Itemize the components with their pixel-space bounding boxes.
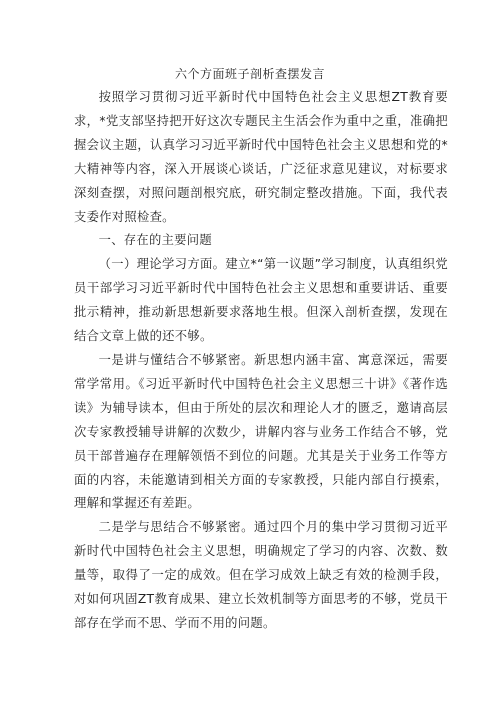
point-one-paragraph: 一是讲与懂结合不够紧密。新思想内涵丰富、寓意深远，需要常学常用。《习近平新时代中国特色社会主义思想三十讲》《著作选读》为辅导读本，但由于所处的层次和理论人才的匮乏，邀请高层次专家教授辅导讲解的次数少，讲解内容与业务工作结合不够，党员干部普遍存在理解领悟不到位的问题。尤其是关于业务工作等方面的内容，未能邀请到相关方面的专家教授，只能内部自行摸索，理解和掌握还有差距。 xyxy=(74,352,448,511)
point-two-paragraph: 二是学与思结合不够紧密。通过四个月的集中学习贯彻习近平新时代中国特色社会主义思想，明确规定了学习的内容、次数、数量等，取得了一定的成效。但在学习成效上缺乏有效的检测手段，对如何巩固ZT教育成果、建立长效机制等方面思考的不够，党员干部存在学而不思、学而不用的问题。 xyxy=(74,520,448,630)
document-title: 六个方面班子剖析查摆发言 xyxy=(174,67,325,81)
theory-study-paragraph: （一）理论学习方面。建立*“第一议题”学习制度，认真组织党员干部学习习近平新时代中国特色社会主义思想和重要讲话、重要批示精神，推动新思想新要求落地生根。但深入剖析查摆，发现在结合文章上做的还不够。 xyxy=(74,257,448,344)
intro-paragraph: 按照学习贯彻习近平新时代中国特色社会主义思想ZT教育要求，*党支部坚持把开好这次专题民主生活会作为重中之重，准确把握会议主题，认真学习习近平新时代中国特色社会主义思想和党的*大精神等内容，深入开展谈心谈话，广泛征求意见建议，对标要求深刻查摆，对照问题剖根究底，研究制定整改措施。下面，我代表支委作对照检查。 xyxy=(74,90,448,224)
section-heading: 一、存在的主要问题 xyxy=(98,233,212,248)
document-body xyxy=(74,86,448,636)
